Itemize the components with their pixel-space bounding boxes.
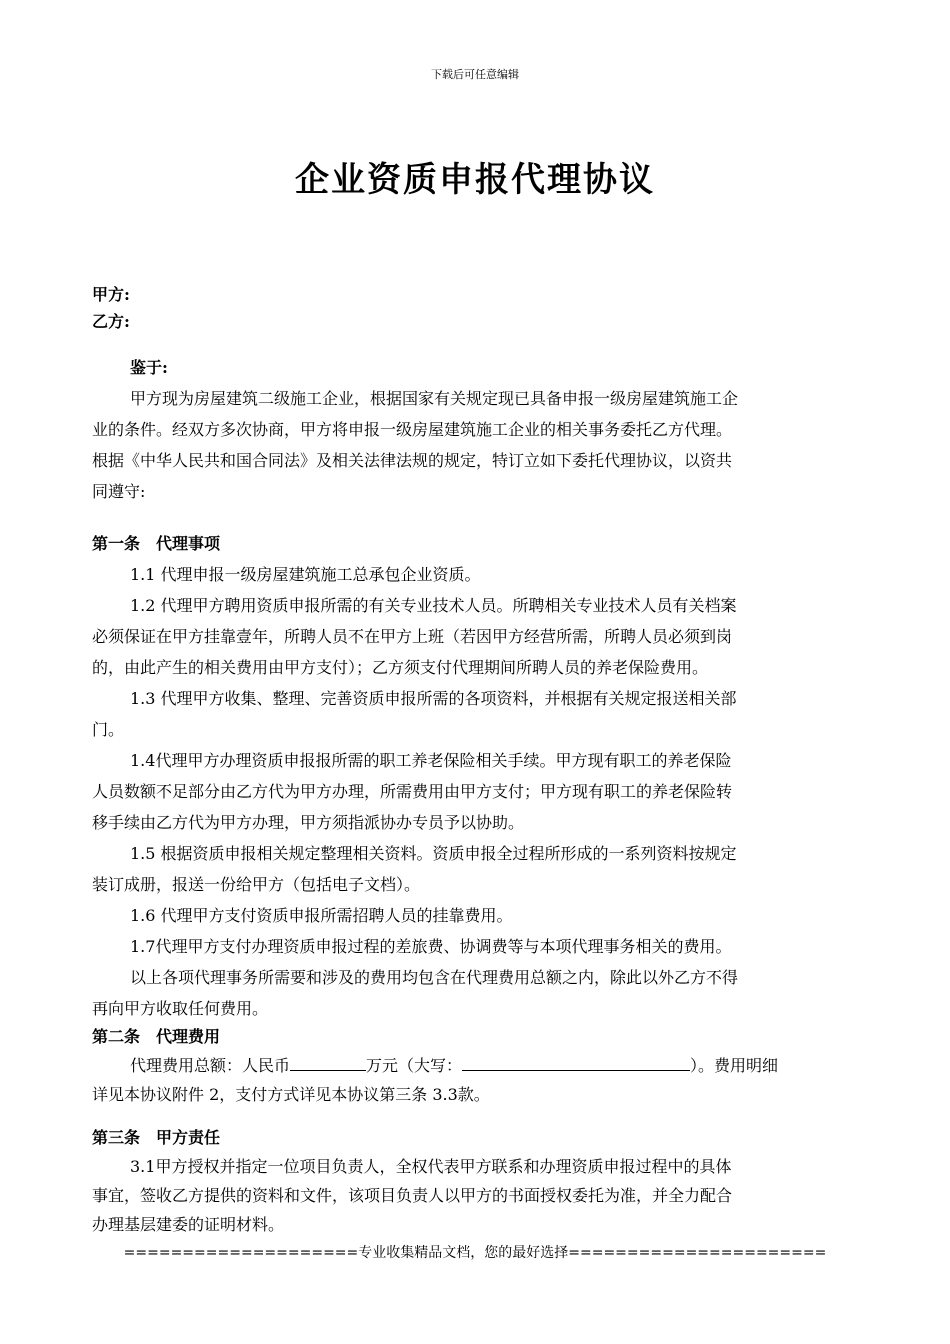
preamble-line: 业的条件。经双方多次协商，甲方将申报一级房屋建筑施工企业的相关事务委托乙方代理。	[92, 420, 733, 439]
article-1-line: 1.7代理甲方支付办理资质申报过程的差旅费、协调费等与本项代理事务相关的费用。	[130, 937, 732, 956]
fee-prefix: 代理费用总额：人民币	[130, 1056, 291, 1075]
fee-amount-blank	[290, 1052, 366, 1071]
fee-words-blank	[462, 1052, 690, 1071]
article-1-line: 的，由此产生的相关费用由甲方支付）；乙方须支付代理期间所聘人员的养老保险费用。	[92, 658, 709, 677]
article-1-line: 装订成册，报送一份给甲方（包括电子文档）。	[92, 875, 421, 894]
article-1-line: 1.4代理甲方办理资质申报报所需的职工养老保险相关手续。甲方现有职工的养老保险	[130, 751, 732, 770]
article-1-line: 1.3 代理甲方收集、整理、完善资质申报所需的各项资料，并根据有关规定报送相关部	[130, 689, 737, 708]
preamble-block	[92, 352, 860, 507]
article-3	[92, 1123, 860, 1239]
article-1-line: 1.1 代理申报一级房屋建筑施工总承包企业资质。	[130, 565, 481, 584]
preamble-heading: 鉴于:	[130, 358, 168, 377]
article-1-line: 1.6 代理甲方支付资质申报所需招聘人员的挂靠费用。	[130, 906, 513, 925]
header-note: 下载后可任意编辑	[431, 68, 519, 81]
article-1-line: 再向甲方收取任何费用。	[92, 999, 269, 1018]
article-1-line: 1.2 代理甲方聘用资质申报所需的有关专业技术人员。所聘相关专业技术人员有关档案	[130, 596, 737, 615]
footer-banner: ====================专业收集精品文档，您的最好选择======================	[123, 1245, 827, 1261]
article-1	[92, 528, 860, 1024]
party-b-label: 乙方:	[92, 312, 130, 331]
article-2-heading: 第二条 代理费用	[92, 1027, 221, 1046]
article-1-line: 1.5 根据资质申报相关规定整理相关资料。资质申报全过程所形成的一系列资料按规定	[130, 844, 737, 863]
article-1-line: 以上各项代理事务所需要和涉及的费用均包含在代理费用总额之内，除此以外乙方不得	[130, 968, 739, 987]
article-3-line: 事宜，签收乙方提供的资料和文件，该项目负责人以甲方的书面授权委托为准，并全力配合	[92, 1186, 733, 1205]
article-2	[92, 1022, 860, 1109]
fee-suffix: ）。费用明细	[690, 1056, 779, 1075]
fee-line	[92, 1051, 860, 1080]
article-1-line: 必须保证在甲方挂靠壹年，所聘人员不在甲方上班（若因甲方经营所需，所聘人员必须到岗	[92, 627, 733, 646]
article-1-heading: 第一条 代理事项	[92, 534, 221, 553]
party-a-label: 甲方:	[92, 285, 130, 304]
article-1-line: 人员数额不足部分由乙方代为甲方办理，所需费用由甲方支付；甲方现有职工的养老保险转	[92, 782, 733, 801]
document-title: 企业资质申报代理协议	[295, 160, 655, 200]
preamble-line: 根据《中华人民共和国合同法》及相关法律法规的规定，特订立如下委托代理协议，以资共	[92, 451, 733, 470]
preamble-line: 同遵守:	[92, 482, 146, 501]
article-1-line: 移手续由乙方代为甲方办理，甲方须指派协办专员予以协助。	[92, 813, 525, 832]
preamble-line: 甲方现为房屋建筑二级施工企业，根据国家有关规定现已具备申报一级房屋建筑施工企	[130, 389, 739, 408]
article-3-heading: 第三条 甲方责任	[92, 1128, 221, 1147]
article-1-line: 门。	[92, 720, 125, 739]
article-3-line: 3.1甲方授权并指定一位项目负责人，全权代表甲方联系和办理资质申报过程中的具体	[130, 1157, 732, 1176]
fee-unit: 万元（大写：	[366, 1056, 463, 1075]
fee-detail-line: 详见本协议附件 2，支付方式详见本协议第三条 3.3款。	[92, 1085, 490, 1104]
parties-block	[92, 281, 860, 335]
article-3-line: 办理基层建委的证明材料。	[92, 1215, 285, 1234]
